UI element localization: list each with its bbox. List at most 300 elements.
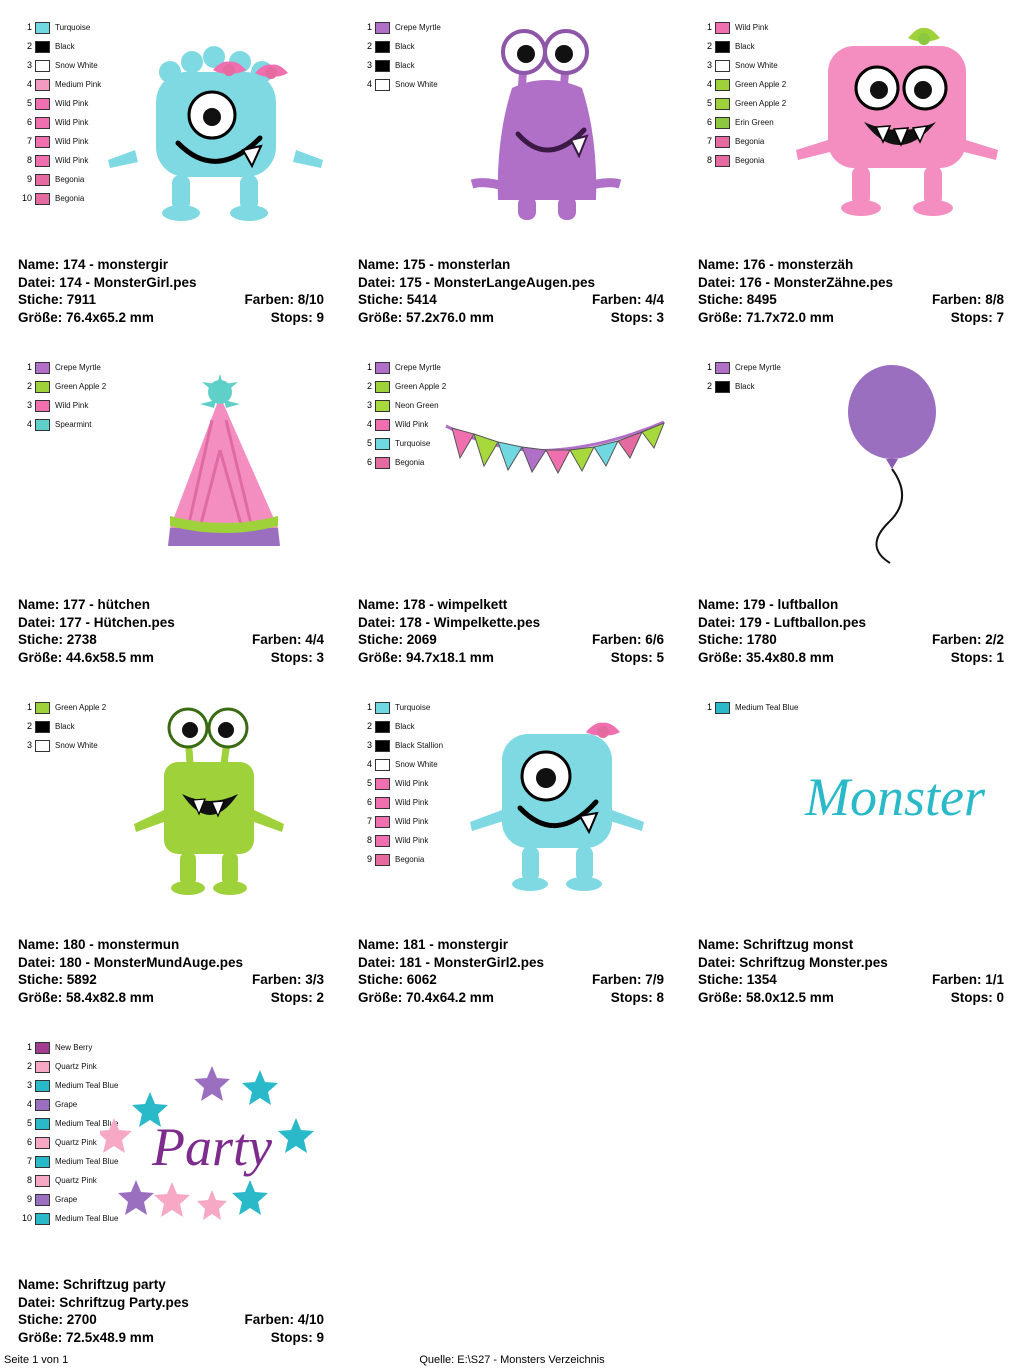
legend-index: 5 bbox=[26, 1118, 32, 1128]
color-swatch bbox=[375, 797, 390, 809]
legend-row bbox=[18, 113, 101, 132]
color-swatch bbox=[375, 740, 390, 752]
color-swatch bbox=[35, 22, 50, 34]
design-size: Größe: 94.7x18.1 mm bbox=[358, 649, 494, 665]
color-swatch bbox=[375, 835, 390, 847]
design-artwork-monster-green bbox=[100, 690, 330, 905]
legend-color-name: Wild Pink bbox=[395, 797, 429, 807]
color-swatch bbox=[35, 60, 50, 72]
design-card bbox=[0, 340, 340, 680]
legend-row bbox=[358, 736, 443, 755]
legend-row bbox=[358, 453, 446, 472]
legend-color-name: Begonia bbox=[735, 155, 765, 165]
legend-color-name: Medium Teal Blue bbox=[735, 702, 799, 712]
design-name: Name: 177 - hütchen bbox=[18, 597, 151, 612]
legend-row bbox=[358, 415, 446, 434]
legend-row bbox=[358, 18, 441, 37]
design-size: Größe: 76.4x65.2 mm bbox=[18, 309, 154, 325]
color-swatch bbox=[35, 1118, 50, 1130]
design-card bbox=[680, 0, 1020, 340]
legend-color-name: Begonia bbox=[55, 193, 85, 203]
design-card bbox=[0, 680, 340, 1020]
design-stops: Stops: 3 bbox=[610, 309, 664, 325]
legend-color-name: Black bbox=[395, 41, 415, 51]
legend-row bbox=[358, 793, 443, 812]
design-file: Datei: 175 - MonsterLangeAugen.pes bbox=[358, 274, 596, 290]
color-swatch bbox=[375, 816, 390, 828]
legend-index: 2 bbox=[366, 41, 372, 51]
svg-text:Monster: Monster bbox=[805, 767, 985, 827]
legend-index: 4 bbox=[706, 79, 712, 89]
legend-row bbox=[18, 396, 106, 415]
legend-color-name: New Berry bbox=[55, 1042, 93, 1052]
color-legend bbox=[18, 358, 106, 434]
color-swatch bbox=[715, 136, 730, 148]
color-legend bbox=[18, 698, 106, 755]
legend-index: 3 bbox=[706, 60, 712, 70]
design-file: Datei: Schriftzug Party.pes bbox=[18, 1294, 189, 1310]
color-swatch bbox=[375, 721, 390, 733]
color-swatch bbox=[35, 1042, 50, 1054]
legend-color-name: Wild Pink bbox=[55, 98, 89, 108]
color-swatch bbox=[35, 1080, 50, 1092]
color-legend bbox=[358, 358, 446, 472]
design-stops: Stops: 3 bbox=[270, 649, 324, 665]
color-swatch bbox=[715, 702, 730, 714]
design-file: Datei: 178 - Wimpelkette.pes bbox=[358, 614, 541, 630]
color-legend bbox=[698, 18, 786, 170]
legend-color-name: Erin Green bbox=[735, 117, 774, 127]
color-swatch bbox=[715, 155, 730, 167]
design-colors: Farben: 2/2 bbox=[931, 632, 1004, 647]
color-swatch bbox=[375, 438, 390, 450]
legend-row bbox=[698, 75, 786, 94]
design-card bbox=[680, 680, 1020, 1020]
legend-row bbox=[358, 396, 446, 415]
legend-index: 6 bbox=[26, 117, 32, 127]
design-name: Name: Schriftzug party bbox=[18, 1277, 166, 1292]
color-swatch bbox=[35, 136, 50, 148]
color-swatch bbox=[35, 702, 50, 714]
color-swatch bbox=[35, 381, 50, 393]
design-name: Name: 181 - monstergir bbox=[358, 937, 509, 952]
color-swatch bbox=[35, 193, 50, 205]
design-info bbox=[358, 596, 664, 666]
design-card bbox=[340, 0, 680, 340]
legend-index: 8 bbox=[26, 1175, 32, 1185]
legend-index: 6 bbox=[26, 1137, 32, 1147]
design-colors: Farben: 1/1 bbox=[931, 972, 1004, 987]
legend-color-name: Crepe Myrtle bbox=[735, 362, 781, 372]
design-stops: Stops: 7 bbox=[950, 309, 1004, 325]
design-colors: Farben: 8/8 bbox=[931, 292, 1004, 307]
design-card bbox=[0, 1020, 340, 1360]
legend-index: 9 bbox=[366, 854, 372, 864]
color-swatch bbox=[375, 400, 390, 412]
color-swatch bbox=[35, 41, 50, 53]
design-stops: Stops: 2 bbox=[270, 989, 324, 1005]
legend-index: 1 bbox=[366, 702, 372, 712]
legend-color-name: Wild Pink bbox=[55, 117, 89, 127]
legend-row bbox=[18, 151, 101, 170]
design-stitches: Stiche: 8495 bbox=[698, 292, 777, 307]
color-swatch bbox=[35, 362, 50, 374]
legend-color-name: Black bbox=[735, 41, 755, 51]
legend-index: 4 bbox=[366, 759, 372, 769]
legend-row bbox=[18, 415, 106, 434]
design-size: Größe: 44.6x58.5 mm bbox=[18, 649, 154, 665]
legend-color-name: Black bbox=[395, 60, 415, 70]
legend-color-name: Medium Teal Blue bbox=[55, 1080, 119, 1090]
design-size: Größe: 35.4x80.8 mm bbox=[698, 649, 834, 665]
design-info bbox=[698, 256, 1004, 326]
legend-index: 2 bbox=[366, 381, 372, 391]
legend-color-name: Turquoise bbox=[395, 702, 431, 712]
legend-index: 1 bbox=[26, 22, 32, 32]
legend-row bbox=[18, 132, 101, 151]
legend-index: 6 bbox=[366, 797, 372, 807]
legend-color-name: Green Apple 2 bbox=[55, 702, 107, 712]
legend-color-name: Medium Teal Blue bbox=[55, 1213, 119, 1223]
legend-row bbox=[698, 18, 786, 37]
color-swatch bbox=[715, 117, 730, 129]
legend-color-name: Quartz Pink bbox=[55, 1175, 97, 1185]
legend-index: 3 bbox=[26, 400, 32, 410]
legend-color-name: Snow White bbox=[395, 79, 438, 89]
legend-row bbox=[18, 189, 101, 208]
design-file: Datei: 179 - Luftballon.pes bbox=[698, 614, 867, 630]
legend-row bbox=[358, 850, 443, 869]
design-name: Name: 176 - monsterzäh bbox=[698, 257, 854, 272]
design-file: Datei: 181 - MonsterGirl2.pes bbox=[358, 954, 545, 970]
color-swatch bbox=[35, 1156, 50, 1168]
legend-row bbox=[18, 170, 101, 189]
legend-color-name: Black Stallion bbox=[395, 740, 444, 750]
legend-color-name: Green Apple 2 bbox=[735, 98, 787, 108]
color-swatch bbox=[35, 419, 50, 431]
design-stitches: Stiche: 2700 bbox=[18, 1312, 97, 1327]
design-info bbox=[18, 936, 324, 1006]
design-colors: Farben: 4/4 bbox=[591, 292, 664, 307]
legend-row bbox=[358, 717, 443, 736]
legend-index: 1 bbox=[366, 362, 372, 372]
legend-index: 6 bbox=[706, 117, 712, 127]
legend-color-name: Medium Teal Blue bbox=[55, 1118, 119, 1128]
legend-color-name: Snow White bbox=[735, 60, 778, 70]
design-info bbox=[698, 596, 1004, 666]
legend-color-name: Green Apple 2 bbox=[55, 381, 107, 391]
color-swatch bbox=[715, 98, 730, 110]
color-swatch bbox=[375, 854, 390, 866]
legend-row bbox=[18, 18, 101, 37]
legend-index: 5 bbox=[26, 98, 32, 108]
design-colors: Farben: 4/4 bbox=[251, 632, 324, 647]
legend-color-name: Neon Green bbox=[395, 400, 439, 410]
color-legend bbox=[698, 358, 781, 396]
design-colors: Farben: 7/9 bbox=[591, 972, 664, 987]
design-card bbox=[340, 340, 680, 680]
color-swatch bbox=[35, 79, 50, 91]
color-swatch bbox=[35, 155, 50, 167]
legend-color-name: Wild Pink bbox=[55, 400, 89, 410]
design-artwork-monster-blue-horns bbox=[100, 10, 330, 225]
color-swatch bbox=[375, 79, 390, 91]
legend-color-name: Green Apple 2 bbox=[395, 381, 447, 391]
legend-row bbox=[698, 132, 786, 151]
legend-index: 2 bbox=[26, 381, 32, 391]
legend-row bbox=[18, 717, 106, 736]
color-swatch bbox=[35, 1175, 50, 1187]
legend-index: 7 bbox=[26, 1156, 32, 1166]
design-stops: Stops: 8 bbox=[610, 989, 664, 1005]
legend-index: 1 bbox=[26, 362, 32, 372]
legend-row bbox=[18, 358, 106, 377]
legend-row bbox=[698, 377, 781, 396]
design-stitches: Stiche: 1354 bbox=[698, 972, 777, 987]
color-swatch bbox=[35, 1213, 50, 1225]
design-artwork-monster-purple-eyes bbox=[440, 10, 670, 225]
legend-index: 2 bbox=[366, 721, 372, 731]
legend-index: 6 bbox=[366, 457, 372, 467]
legend-index: 7 bbox=[706, 136, 712, 146]
page-number: Seite 1 von 1 bbox=[4, 1354, 69, 1366]
legend-index: 10 bbox=[21, 1213, 32, 1223]
design-info bbox=[358, 256, 664, 326]
legend-color-name: Medium Teal Blue bbox=[55, 1156, 119, 1166]
legend-index: 8 bbox=[366, 835, 372, 845]
color-swatch bbox=[375, 702, 390, 714]
legend-index: 7 bbox=[366, 816, 372, 826]
design-stitches: Stiche: 1780 bbox=[698, 632, 777, 647]
legend-index: 8 bbox=[706, 155, 712, 165]
legend-row bbox=[18, 37, 101, 56]
legend-index: 3 bbox=[26, 740, 32, 750]
design-name: Name: 178 - wimpelkett bbox=[358, 597, 508, 612]
design-file: Datei: Schriftzug Monster.pes bbox=[698, 954, 888, 970]
color-swatch bbox=[375, 778, 390, 790]
design-file: Datei: 180 - MonsterMundAuge.pes bbox=[18, 954, 244, 970]
legend-index: 3 bbox=[26, 1080, 32, 1090]
color-swatch bbox=[35, 1137, 50, 1149]
legend-color-name: Begonia bbox=[55, 174, 85, 184]
design-artwork-monster-blue-oneeye bbox=[440, 690, 670, 905]
design-name: Name: 180 - monstermun bbox=[18, 937, 180, 952]
legend-color-name: Wild Pink bbox=[55, 136, 89, 146]
legend-row bbox=[358, 434, 446, 453]
legend-color-name: Wild Pink bbox=[395, 778, 429, 788]
legend-color-name: Snow White bbox=[55, 60, 98, 70]
color-legend bbox=[358, 698, 443, 869]
legend-color-name: Crepe Myrtle bbox=[395, 362, 441, 372]
legend-color-name: Medium Pink bbox=[55, 79, 102, 89]
color-swatch bbox=[375, 419, 390, 431]
color-swatch bbox=[715, 22, 730, 34]
legend-row bbox=[358, 755, 443, 774]
legend-row bbox=[698, 113, 786, 132]
design-stops: Stops: 9 bbox=[270, 1329, 324, 1345]
legend-color-name: Grape bbox=[55, 1099, 78, 1109]
legend-index: 1 bbox=[706, 702, 712, 712]
legend-color-name: Turquoise bbox=[395, 438, 431, 448]
legend-index: 8 bbox=[26, 155, 32, 165]
legend-index: 5 bbox=[366, 778, 372, 788]
design-colors: Farben: 4/10 bbox=[244, 1312, 324, 1327]
legend-index: 4 bbox=[366, 419, 372, 429]
legend-index: 1 bbox=[706, 22, 712, 32]
legend-color-name: Wild Pink bbox=[735, 22, 769, 32]
legend-color-name: Spearmint bbox=[55, 419, 92, 429]
legend-row bbox=[18, 56, 101, 75]
legend-row bbox=[358, 37, 441, 56]
color-swatch bbox=[35, 1194, 50, 1206]
legend-index: 9 bbox=[26, 1194, 32, 1204]
design-size: Größe: 57.2x76.0 mm bbox=[358, 309, 494, 325]
design-stitches: Stiche: 5414 bbox=[358, 292, 437, 307]
legend-color-name: Black bbox=[55, 41, 75, 51]
color-swatch bbox=[35, 174, 50, 186]
legend-color-name: Wild Pink bbox=[395, 835, 429, 845]
legend-row bbox=[698, 358, 781, 377]
color-swatch bbox=[35, 98, 50, 110]
legend-index: 2 bbox=[706, 381, 712, 391]
legend-index: 9 bbox=[26, 174, 32, 184]
legend-row bbox=[698, 151, 786, 170]
design-stitches: Stiche: 6062 bbox=[358, 972, 437, 987]
color-swatch bbox=[715, 41, 730, 53]
legend-index: 3 bbox=[26, 60, 32, 70]
design-name: Name: 174 - monstergir bbox=[18, 257, 169, 272]
legend-color-name: Crepe Myrtle bbox=[55, 362, 101, 372]
legend-index: 1 bbox=[366, 22, 372, 32]
legend-color-name: Begonia bbox=[395, 854, 425, 864]
legend-row bbox=[358, 698, 443, 717]
color-legend bbox=[358, 18, 441, 94]
legend-color-name: Begonia bbox=[395, 457, 425, 467]
legend-color-name: Turquoise bbox=[55, 22, 91, 32]
legend-row bbox=[18, 94, 101, 113]
color-swatch bbox=[35, 117, 50, 129]
design-size: Größe: 70.4x64.2 mm bbox=[358, 989, 494, 1005]
legend-index: 3 bbox=[366, 740, 372, 750]
legend-color-name: Wild Pink bbox=[395, 816, 429, 826]
design-artwork-party-hat bbox=[100, 350, 330, 565]
design-colors: Farben: 8/10 bbox=[244, 292, 324, 307]
legend-index: 4 bbox=[26, 419, 32, 429]
design-name: Name: 179 - luftballon bbox=[698, 597, 839, 612]
legend-index: 4 bbox=[26, 1099, 32, 1109]
color-swatch bbox=[715, 381, 730, 393]
legend-index: 1 bbox=[26, 1042, 32, 1052]
legend-color-name: Black bbox=[55, 721, 75, 731]
design-info bbox=[698, 936, 1004, 1006]
design-colors: Farben: 6/6 bbox=[591, 632, 664, 647]
design-stitches: Stiche: 2069 bbox=[358, 632, 437, 647]
legend-index: 2 bbox=[26, 1061, 32, 1071]
design-info bbox=[18, 1276, 324, 1346]
design-file: Datei: 177 - Hütchen.pes bbox=[18, 614, 175, 630]
source-path: Quelle: E:\S27 - Monsters Verzeichnis bbox=[419, 1354, 605, 1366]
color-swatch bbox=[375, 759, 390, 771]
design-stops: Stops: 0 bbox=[950, 989, 1004, 1005]
design-stops: Stops: 5 bbox=[610, 649, 664, 665]
color-swatch bbox=[375, 457, 390, 469]
legend-color-name: Black bbox=[735, 381, 755, 391]
legend-index: 3 bbox=[366, 60, 372, 70]
color-swatch bbox=[715, 79, 730, 91]
legend-index: 5 bbox=[706, 98, 712, 108]
design-stitches: Stiche: 7911 bbox=[18, 292, 97, 307]
color-swatch bbox=[375, 60, 390, 72]
legend-index: 4 bbox=[366, 79, 372, 89]
design-colors: Farben: 3/3 bbox=[251, 972, 324, 987]
legend-row bbox=[358, 774, 443, 793]
design-stitches: Stiche: 2738 bbox=[18, 632, 97, 647]
legend-row bbox=[18, 698, 106, 717]
design-info bbox=[18, 596, 324, 666]
design-name: Name: 175 - monsterlan bbox=[358, 257, 511, 272]
color-swatch bbox=[35, 1061, 50, 1073]
legend-color-name: Begonia bbox=[735, 136, 765, 146]
legend-index: 2 bbox=[706, 41, 712, 51]
design-card bbox=[680, 340, 1020, 680]
color-swatch bbox=[35, 1099, 50, 1111]
color-swatch bbox=[375, 362, 390, 374]
legend-color-name: Snow White bbox=[395, 759, 438, 769]
legend-row bbox=[698, 37, 786, 56]
design-stops: Stops: 1 bbox=[950, 649, 1004, 665]
color-swatch bbox=[375, 22, 390, 34]
legend-color-name: Snow White bbox=[55, 740, 98, 750]
color-swatch bbox=[35, 740, 50, 752]
legend-color-name: Grape bbox=[55, 1194, 78, 1204]
legend-row bbox=[358, 812, 443, 831]
color-swatch bbox=[715, 362, 730, 374]
legend-index: 3 bbox=[366, 400, 372, 410]
legend-row bbox=[358, 75, 441, 94]
design-artwork-monster-pink-teeth bbox=[780, 10, 1010, 225]
svg-text:Party: Party bbox=[152, 1117, 272, 1177]
legend-row bbox=[18, 75, 101, 94]
legend-color-name: Crepe Myrtle bbox=[395, 22, 441, 32]
design-size: Größe: 72.5x48.9 mm bbox=[18, 1329, 154, 1345]
legend-index: 1 bbox=[26, 702, 32, 712]
design-artwork-bunting bbox=[440, 350, 670, 565]
legend-row bbox=[358, 377, 446, 396]
design-name: Name: Schriftzug monst bbox=[698, 937, 854, 952]
legend-color-name: Wild Pink bbox=[395, 419, 429, 429]
design-file: Datei: 176 - MonsterZähne.pes bbox=[698, 274, 894, 290]
design-card bbox=[340, 680, 680, 1020]
design-artwork-word-monster bbox=[780, 690, 1010, 905]
design-stops: Stops: 9 bbox=[270, 309, 324, 325]
design-artwork-balloon bbox=[780, 350, 1010, 565]
legend-row bbox=[358, 831, 443, 850]
color-swatch bbox=[715, 60, 730, 72]
legend-color-name: Black bbox=[395, 721, 415, 731]
legend-row bbox=[18, 377, 106, 396]
legend-color-name: Quartz Pink bbox=[55, 1061, 97, 1071]
color-swatch bbox=[375, 41, 390, 53]
color-swatch bbox=[35, 721, 50, 733]
legend-row bbox=[698, 94, 786, 113]
legend-row bbox=[358, 358, 446, 377]
design-size: Größe: 58.4x82.8 mm bbox=[18, 989, 154, 1005]
design-info bbox=[18, 256, 324, 326]
legend-row bbox=[18, 736, 106, 755]
design-size: Größe: 71.7x72.0 mm bbox=[698, 309, 834, 325]
legend-color-name: Green Apple 2 bbox=[735, 79, 787, 89]
legend-index: 2 bbox=[26, 41, 32, 51]
